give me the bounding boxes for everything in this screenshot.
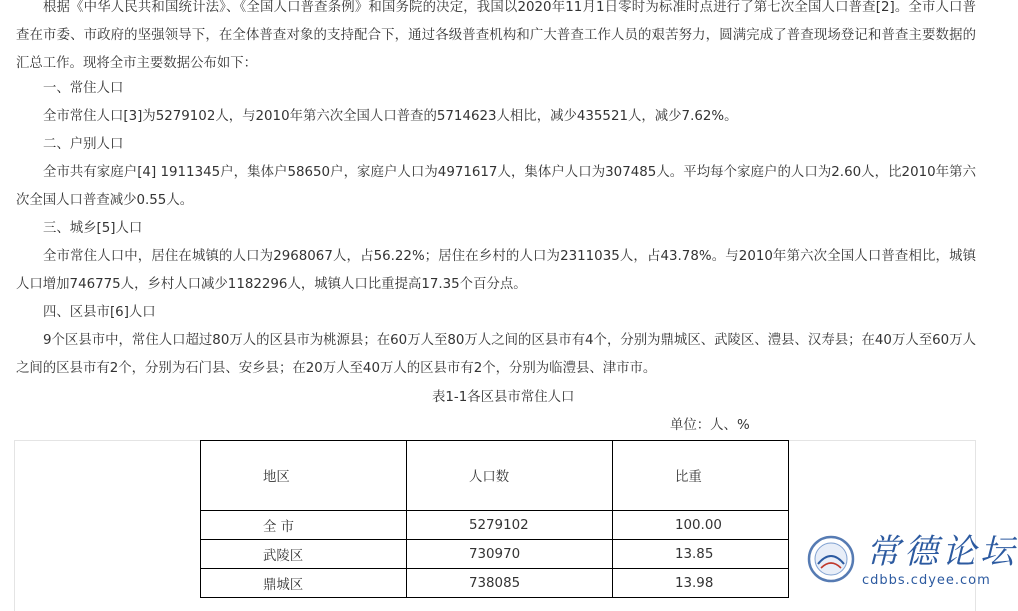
- table-cell: 武陵区: [201, 540, 407, 569]
- table-header-row: [201, 441, 789, 511]
- table-cell: 730970: [407, 540, 613, 569]
- table-cell: 100.00: [613, 511, 789, 540]
- table-unit: 单位：人、%: [670, 418, 750, 433]
- table-cell: 全 市: [201, 511, 407, 540]
- table-header-cell: 比重: [613, 441, 789, 511]
- table-cell: 738085: [407, 569, 613, 598]
- table-cell: 5279102: [407, 511, 613, 540]
- section-heading: 三、城乡[5]人口: [43, 221, 143, 236]
- section-heading: 四、区县市[6]人口: [43, 305, 156, 320]
- table-header-cell: 人口数: [407, 441, 613, 511]
- forum-watermark: [804, 528, 1018, 596]
- population-table: [200, 440, 789, 598]
- table-caption: 表1-1各区县市常住人口: [432, 390, 575, 405]
- section-body: 全市常住人口中，居住在城镇的人口为2968067人，占56.22%；居住在乡村的人口为2311035人，占43.78%。与2010年第六次全国人口普查相比，城镇人口增加746775人，乡村人口减少1182296人，城镇人口比重提高17.35个百分点。: [16, 249, 976, 292]
- watermark-url: cdbbs.cdyee.com: [862, 573, 991, 588]
- watermark-title: 常德论坛: [866, 532, 1018, 572]
- section-heading: 二、户别人口: [43, 137, 124, 152]
- table-row: [201, 540, 789, 569]
- section-body: 9个区县市中，常住人口超过80万人的区县市为桃源县；在60万人至80万人之间的区县市有4个，分别为鼎城区、武陵区、澧县、汉寿县；在40万人至60万人之间的区县市有2个，分别为石门县、安乡县；在20万人至40万人的区县市有2个，分别为临澧县、津市市。: [16, 333, 976, 376]
- section-heading: 一、常住人口: [43, 81, 124, 96]
- section-body: 全市常住人口[3]为5279102人，与2010年第六次全国人口普查的5714623人相比，减少435521人，减少7.62%。: [43, 109, 738, 124]
- forum-logo-icon: [806, 534, 856, 584]
- table-cell: 鼎城区: [201, 569, 407, 598]
- table-cell: 13.98: [613, 569, 789, 598]
- table-row: [201, 569, 789, 598]
- table-header-cell: 地区: [201, 441, 407, 511]
- section-body: 全市共有家庭户[4] 1911345户，集体户58650户，家庭户人口为4971617人，集体户人口为307485人。平均每个家庭户的人口为2.60人，比2010年第六次全国人口普查减少0.55人。: [16, 165, 976, 208]
- table-row: [201, 511, 789, 540]
- table-cell: 13.85: [613, 540, 789, 569]
- intro-paragraph: 根据《中华人民共和国统计法》、《全国人口普查条例》和国务院的决定，我国以2020年11月1日零时为标准时点进行了第七次全国人口普查[2]。全市人口普查在市委、市政府的坚强领导下，在全体普查对象的支持配合下，通过各级普查机构和广大普查工作人员的艰苦努力，圆满完成了普查现场登记和普查主要数据的汇总工作。现将全市主要数据公布如下：: [16, 0, 976, 71]
